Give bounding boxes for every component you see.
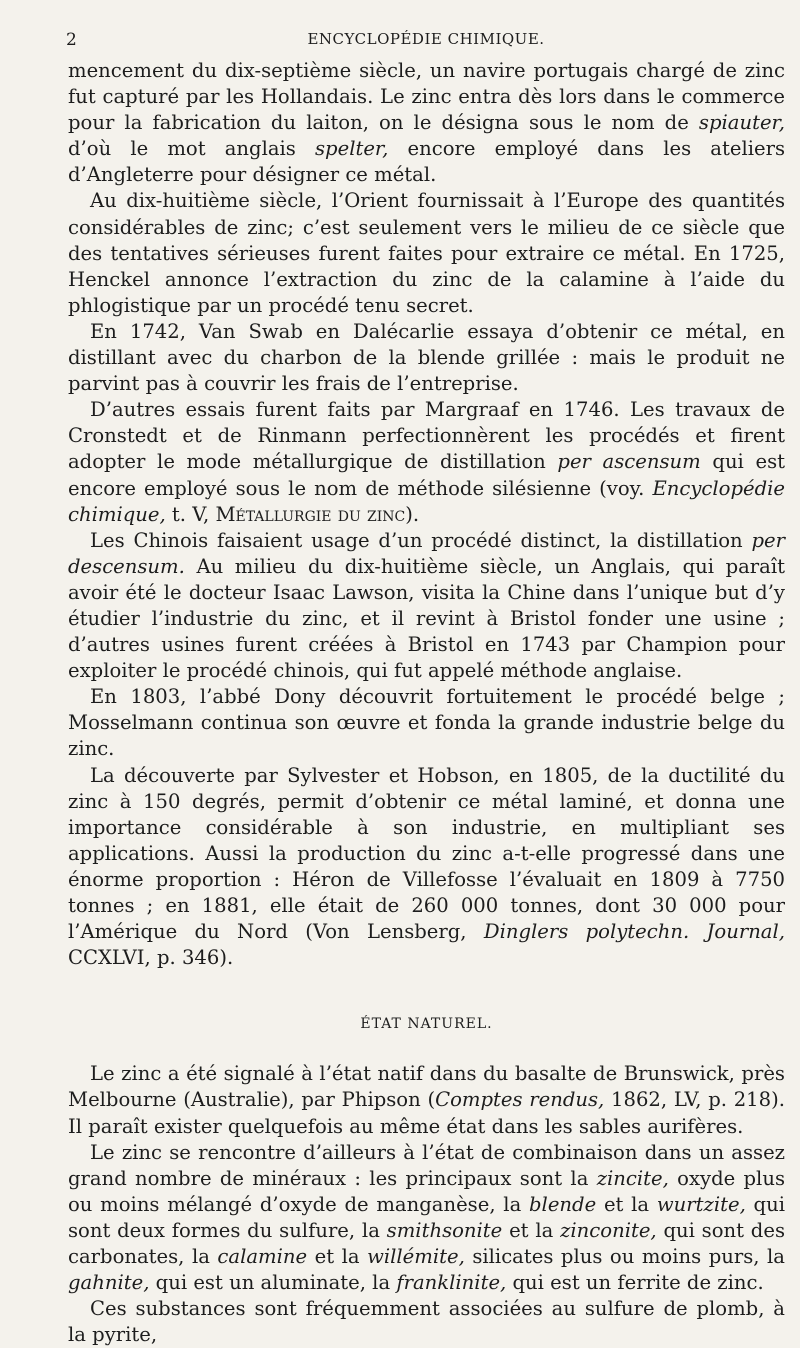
running-title: ENCYCLOPÉDIE CHIMIQUE. [307, 30, 545, 48]
paragraph-7: La découverte par Sylvester et Hobson, en 1805, de la ductilité du zinc à 150 degrés, permit d’obtenir ce métal laminé, et donna une importance considérable à son industrie, en multipliant ses applications. Aussi la production du zinc a-t-elle progressé dans une énorme proportion : Héron de Villefosse l’évaluait en 1809 à 7750 tonnes ; en 1881, elle était de 260 000 tonnes, dont 30 000 pour l’Amérique du Nord (Von Lensberg, Dinglers polytechn. Journal, CCXLVI, p. 346). [68, 763, 785, 970]
paragraph-5: Les Chinois faisaient usage d’un procédé distinct, la distillation per descensum. Au milieu du dix-huitième siècle, un Anglais, qui paraît avoir été le docteur Isaac Lawson, visita la Chine dans l’unique but d’y étudier l’industrie du zinc, et il revint à Bristol fonder une usine ; d’autres usines furent créées à Bristol en 1743 par Champion pour exploiter le procédé chinois, qui fut appelé méthode anglaise. [68, 528, 785, 683]
paragraph-1: mencement du dix-septième siècle, un navire portugais chargé de zinc fut capturé par les Hollandais. Le zinc entra dès lors dans le commerce pour la fabrication du laiton, on le désigna sous le nom de spiauter, d’où le mot anglais spelter, encore employé dans les ateliers d’Angleterre pour désigner ce métal. [68, 59, 786, 187]
section-title: ÉTAT NATUREL. [360, 1016, 493, 1033]
paragraph-6: En 1803, l’abbé Dony découvrit fortuitement le procédé belge ; Mosselmann continua son œuvre et fonda la grande industrie belge du zinc. [68, 685, 785, 761]
page-number: 2 [66, 30, 77, 50]
running-head [66, 30, 786, 52]
paragraph-8: Le zinc a été signalé à l’état natif dans du basalte de Brunswick, près Melbourne (Australie), par Phipson (Comptes rendus, 1862, LV, p. 218). Il paraît exister quelquefois au même état dans les sables aurifères. [68, 1062, 785, 1138]
paragraph-2: Au dix-huitième siècle, l’Orient fournissait à l’Europe des quantités considérables de zinc; c’est seulement vers le milieu de ce siècle que des tentatives sérieuses furent faites pour extraire ce métal. En 1725, Henckel annonce l’extraction du zinc de la calamine à l’aide du phlogistique par un procédé tenu secret. [68, 189, 785, 317]
paragraph-10: Ces substances sont fréquemment associées au sulfure de plomb, à la pyrite, [68, 1297, 785, 1347]
paragraph-3: En 1742, Van Swab en Dalécarlie essaya d’obtenir ce métal, en distillant avec du charbon de la blende grillée : mais le produit ne parvint pas à couvrir les frais de l’entreprise. [68, 319, 785, 396]
paragraph-4: D’autres essais furent faits par Margraaf en 1746. Les travaux de Cronstedt et de Rinmann perfectionnèrent les procédés et firent adopter le mode métallurgique de distillation per ascensum qui est encore employé sous le nom de méthode silésienne (voy. Encyclopédie chimique, t. V, Métallurgie du zinc). [68, 398, 785, 526]
paragraph-9: Le zinc se rencontre d’ailleurs à l’état de combinaison dans un assez grand nombre de minéraux : les principaux sont la zincite, oxyde plus ou moins mélangé d’oxyde de manganèse, la blende et la wurtzite, qui sont deux formes du sulfure, la smithsonite et la zinconite, qui sont des carbonates, la calamine et la willémite, silicates plus ou moins purs, la gahnite, qui est un aluminate, la franklinite, qui est un ferrite de zinc. [68, 1140, 786, 1295]
text-block [68, 58, 785, 1348]
